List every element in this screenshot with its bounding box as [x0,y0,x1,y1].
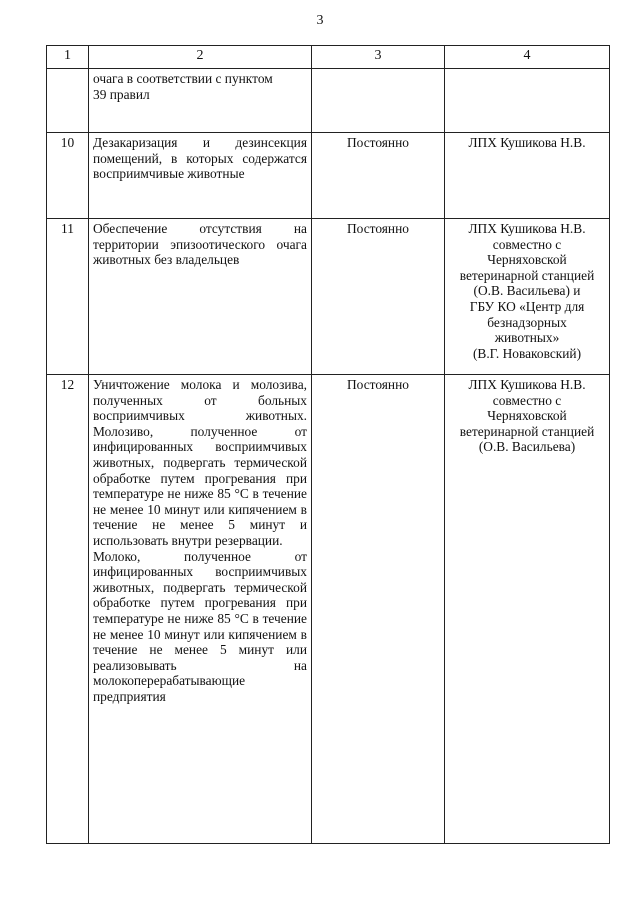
table-row [47,375,610,844]
table-row [47,133,610,219]
measures-table [46,45,610,844]
row-number: 12 [47,375,89,844]
measure-text: Дезакаризация и дезинсекция помещений, в которых содержатся восприимчивые животные [89,133,312,219]
column-header: 1 [47,46,89,69]
table-header-row [47,46,610,69]
responsible-cell: ЛПХ Кушикова Н.В. [445,133,610,219]
responsible-cell: ЛПХ Кушикова Н.В. совместно с Черняховской ветеринарной станцией (О.В. Васильева) и ГБУ КО «Центр для безнадзорных животных» (В.Г. Новаковский) [445,219,610,375]
responsible-cell: ЛПХ Кушикова Н.В. совместно с Черняховской ветеринарной станцией (О.В. Васильева) [445,375,610,844]
table-row [47,69,610,133]
row-number: 10 [47,133,89,219]
measure-text: Уничтожение молока и молозива, полученных от больных восприимчивых животных. Молозиво, полученное от инфицированных восприимчивых животных, подвергать термической обработке путем прогревания при температуре не ниже 85 °С в течение не менее 10 минут или кипячением в течение не менее 5 минут и использовать внутри резервации. Молоко, полученное от инфицированных восприимчивых животных, подвергать термической обработке путем прогревания при температуре не ниже 85 °С в течение не менее 10 минут или кипячением в течение не менее 5 минут или реализовывать на молокоперерабатывающие предприятия [89,375,312,844]
term-cell [312,69,445,133]
table-row [47,219,610,375]
row-number [47,69,89,133]
column-header: 2 [89,46,312,69]
page-number: 3 [316,13,324,28]
column-header: 3 [312,46,445,69]
column-header: 4 [445,46,610,69]
term-cell: Постоянно [312,219,445,375]
responsible-cell [445,69,610,133]
term-cell: Постоянно [312,375,445,844]
measure-text: Обеспечение отсутствия на территории эпизоотического очага животных без владельцев [89,219,312,375]
measure-text: очага в соответствии с пунктом 39 правил [89,69,312,133]
row-number: 11 [47,219,89,375]
term-cell: Постоянно [312,133,445,219]
